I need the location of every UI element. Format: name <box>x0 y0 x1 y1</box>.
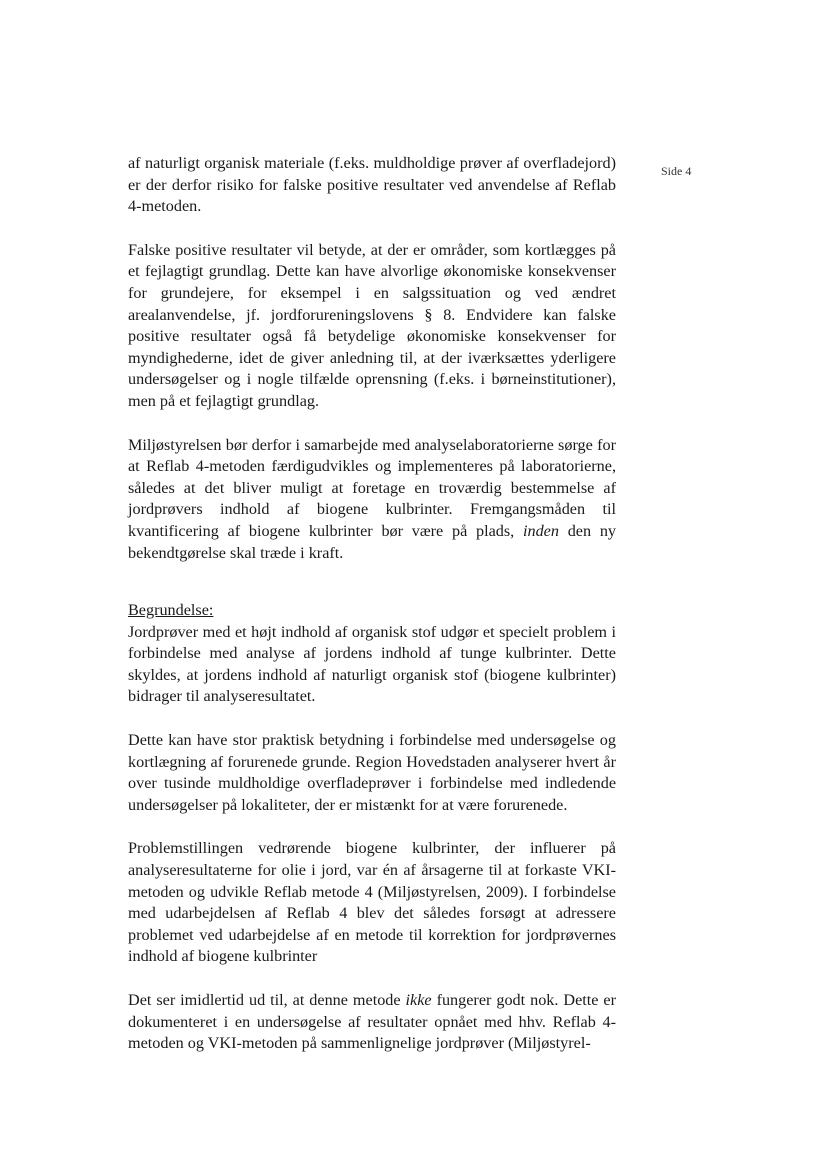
paragraph-4 <box>128 600 616 708</box>
paragraph-6: Problemstillingen vedrørende biogene kulbrinter, der influerer på analyseresultaterne for olie i jord, var én af årsagerne til at forkaste VKI-metoden og udvikle Reflab metode 4 (Miljøstyrelsen, 2009). I forbindelse med udarbejdelsen af Reflab 4 blev det således forsøgt at adressere problemet ved udarbejdelse af en metode til korrektion for jordprøvernes indhold af biogene kulbrinter <box>128 839 616 966</box>
paragraph-7-text-a: Det ser imidlertid ud til, at denne metode <box>128 991 406 1009</box>
paragraph-1: af naturligt organisk materiale (f.eks. muldholdige prøver af overfladejord) er der derfor risiko for falske positive resultater ved anvendelse af Reflab 4-metoden. <box>128 154 616 216</box>
paragraph-5: Dette kan have stor praktisk betydning i forbindelse med undersøgelse og kortlægning af forurenede grunde. Region Hovedstaden analyserer hvert år over tusinde muldholdige overfladeprøver i forbindelse med indledende undersøgelser på lokaliteter, der er mistænkt for at være forurenede. <box>128 731 616 814</box>
document-body <box>128 153 616 1077</box>
paragraph-3-text-a: Miljøstyrelsen bør derfor i samarbejde med analyselaboratorierne sørge for at Reflab 4-metoden færdigudvikles og implementeres på laboratorierne, således at det bliver muligt at foretage en troværdig bestemmelse af jordprøvers indhold af biogene kulbrinter. Fremgangsmåden til kvantificering af biogene kulbrinter bør være på plads, <box>128 435 616 540</box>
page-number: Side 4 <box>661 164 692 178</box>
paragraph-7-emphasis: ikke <box>405 991 432 1009</box>
paragraph-3-emphasis: inden <box>522 521 559 540</box>
section-heading: Begrundelse: <box>128 601 214 620</box>
paragraph-7-text-b: fungerer godt nok. Dette er dokumenteret i en undersøgelse af resultater opnået med hhv. Reflab 4-metoden og VKI-metoden på sammenlignelige jordprøver (Miljøstyrel- <box>128 991 617 1053</box>
paragraph-3-text-b: den ny bekendtgørelse skal træde i kraft. <box>128 521 617 562</box>
paragraph-4-text: Jordprøver med et højt indhold af organisk stof udgør et specielt problem i forbindelse med analyse af jordens indhold af tunge kulbrinter. Dette skyldes, at jordens indhold af naturligt organisk stof (biogene kulbrinter) bidrager til analyseresultatet. <box>128 622 616 706</box>
paragraph-3 <box>128 435 616 565</box>
paragraph-7 <box>128 990 616 1055</box>
paragraph-2: Falske positive resultater vil betyde, at der er områder, som kortlægges på et fejlagtigt grundlag. Dette kan have alvorlige økonomiske konsekvenser for grundejere, for eksempel i en salgssituation og ved ændret arealanvendelse, jf. jordforureningslovens § 8. Endvidere kan falske positive resultater også få betydelige økonomiske konsekvenser for myndighederne, idet de giver anledning til, at der iværksættes yderligere undersøgelser og i nogle tilfælde oprensning (f.eks. i børneinstitutioner), men på et fejlagtigt grundlag. <box>128 240 616 410</box>
